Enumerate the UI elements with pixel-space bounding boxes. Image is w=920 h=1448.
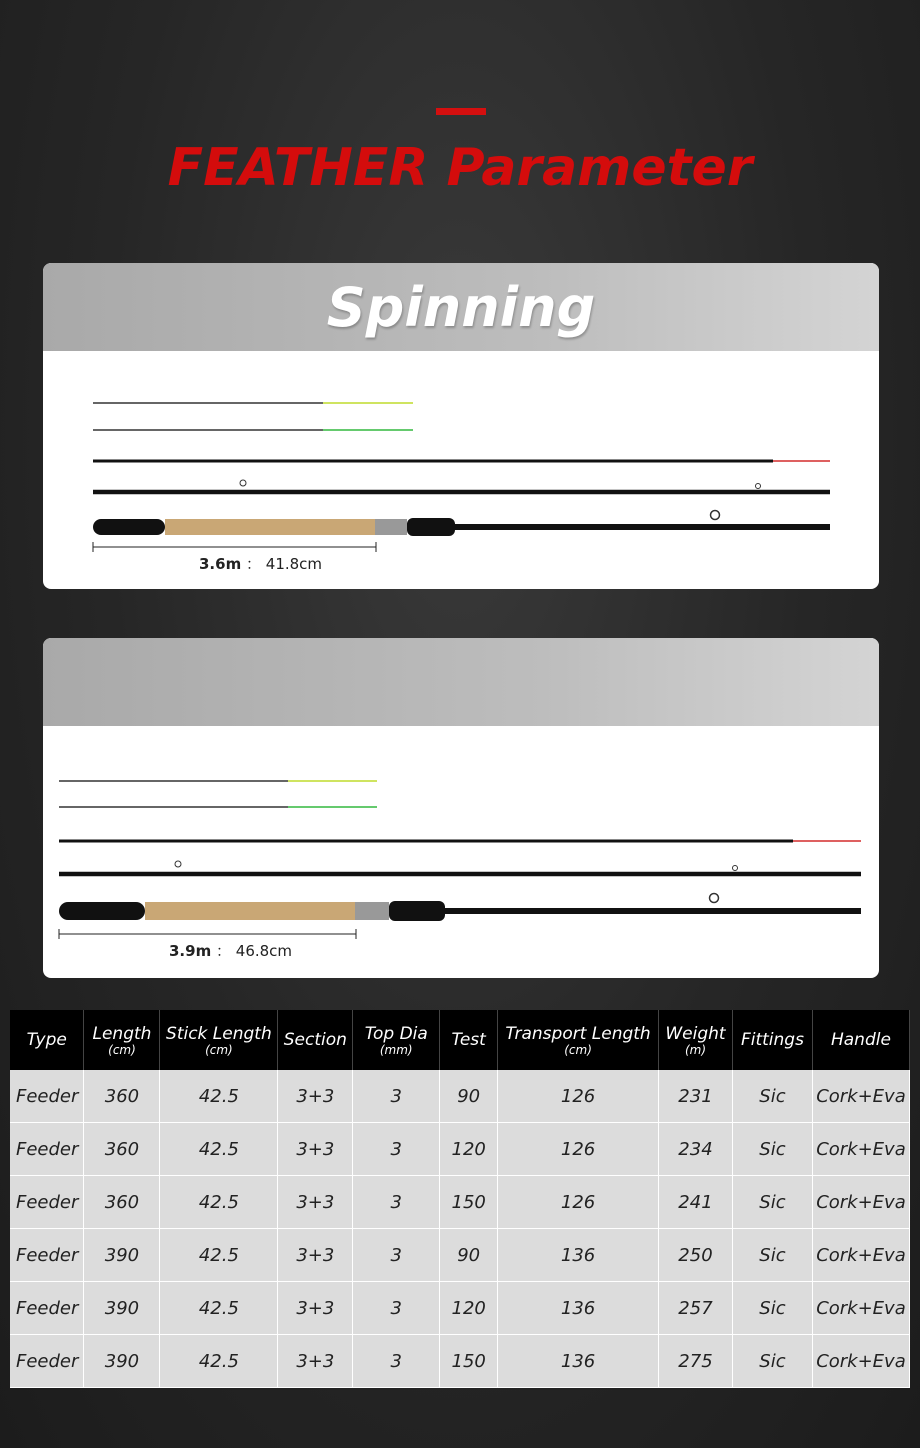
column-header-label: Length xyxy=(92,1023,152,1044)
table-cell: 136 xyxy=(498,1282,659,1335)
table-cell: 3 xyxy=(353,1282,440,1335)
column-header xyxy=(10,1010,84,1070)
table-cell: 360 xyxy=(84,1123,160,1176)
table-cell: 3+3 xyxy=(278,1176,353,1229)
table-cell: Feeder xyxy=(10,1282,84,1335)
column-header xyxy=(440,1010,498,1070)
table-cell: 120 xyxy=(440,1123,498,1176)
table-cell: 234 xyxy=(659,1123,733,1176)
table-cell: 3 xyxy=(353,1335,440,1388)
table-cell: 360 xyxy=(84,1070,160,1123)
table-cell: 241 xyxy=(659,1176,733,1229)
page-title: FEATHER Parameter xyxy=(167,138,753,198)
table-cell: Sic xyxy=(732,1070,812,1123)
table-cell: 136 xyxy=(498,1229,659,1282)
table-cell: 390 xyxy=(84,1335,160,1388)
table-cell: 3+3 xyxy=(278,1070,353,1123)
rod-illustration xyxy=(43,351,879,589)
table-cell: 120 xyxy=(440,1282,498,1335)
table-cell: 42.5 xyxy=(160,1176,278,1229)
table-cell: 3 xyxy=(353,1229,440,1282)
column-header xyxy=(732,1010,812,1070)
table-cell: Cork+Eva xyxy=(812,1229,909,1282)
table-cell: 42.5 xyxy=(160,1123,278,1176)
column-header-label: Test xyxy=(451,1030,486,1050)
measure-size: 41.8cm xyxy=(265,555,323,573)
table-row xyxy=(10,1229,910,1282)
measure-length: 3.9m xyxy=(169,942,212,960)
table-cell: 42.5 xyxy=(160,1229,278,1282)
column-header-label: Stick Length xyxy=(166,1023,272,1044)
table-cell: Sic xyxy=(732,1229,812,1282)
table-cell: 250 xyxy=(659,1229,733,1282)
column-header xyxy=(160,1010,278,1070)
rod-card-2 xyxy=(43,638,879,978)
table-header-row xyxy=(10,1010,910,1070)
column-header xyxy=(812,1010,909,1070)
table-cell: 90 xyxy=(440,1070,498,1123)
table-cell: Sic xyxy=(732,1176,812,1229)
table-cell: Feeder xyxy=(10,1070,84,1123)
table-cell: 3+3 xyxy=(278,1123,353,1176)
table-cell: Sic xyxy=(732,1123,812,1176)
rod-card-spinning xyxy=(43,263,879,589)
table-cell: 136 xyxy=(498,1335,659,1388)
table-cell: Cork+Eva xyxy=(812,1282,909,1335)
table-cell: 42.5 xyxy=(160,1335,278,1388)
table-cell: 150 xyxy=(440,1176,498,1229)
table-body xyxy=(10,1070,910,1388)
rod-illustration xyxy=(43,726,879,978)
column-header xyxy=(659,1010,733,1070)
table-cell: 231 xyxy=(659,1070,733,1123)
table-row xyxy=(10,1176,910,1229)
table-cell: Cork+Eva xyxy=(812,1070,909,1123)
table-cell: Feeder xyxy=(10,1229,84,1282)
table-cell: 275 xyxy=(659,1335,733,1388)
table-row xyxy=(10,1070,910,1123)
table-cell: Cork+Eva xyxy=(812,1176,909,1229)
table-cell: 360 xyxy=(84,1176,160,1229)
column-header-label: Top Dia xyxy=(364,1023,428,1044)
column-header-unit: (mm) xyxy=(379,1042,413,1057)
table-row xyxy=(10,1282,910,1335)
column-header-label: Fittings xyxy=(740,1030,804,1050)
table-cell: Feeder xyxy=(10,1176,84,1229)
table-cell: 90 xyxy=(440,1229,498,1282)
table-cell: 3+3 xyxy=(278,1229,353,1282)
column-header-unit: (cm) xyxy=(205,1042,233,1057)
table-cell: 3+3 xyxy=(278,1335,353,1388)
column-header-unit: (cm) xyxy=(564,1042,592,1057)
card-header xyxy=(43,263,879,351)
column-header xyxy=(498,1010,659,1070)
table-cell: 3 xyxy=(353,1176,440,1229)
column-header-label: Type xyxy=(26,1030,67,1050)
table-cell: 42.5 xyxy=(160,1282,278,1335)
accent-bar xyxy=(436,108,486,115)
card-title: Spinning xyxy=(326,275,596,339)
table-cell: Cork+Eva xyxy=(812,1335,909,1388)
measure-length: 3.6m xyxy=(199,555,242,573)
measure-size: 46.8cm xyxy=(235,942,293,960)
table-cell: 42.5 xyxy=(160,1070,278,1123)
column-header xyxy=(84,1010,160,1070)
table-cell: 257 xyxy=(659,1282,733,1335)
table-cell: 126 xyxy=(498,1123,659,1176)
table-cell: 150 xyxy=(440,1335,498,1388)
table-cell: 390 xyxy=(84,1282,160,1335)
column-header-unit: (cm) xyxy=(108,1042,136,1057)
column-header-unit: (m) xyxy=(684,1042,707,1057)
column-header xyxy=(278,1010,353,1070)
column-header-label: Section xyxy=(283,1030,347,1050)
table-cell: 3+3 xyxy=(278,1282,353,1335)
table-cell: 3 xyxy=(353,1070,440,1123)
measure-separator: ： xyxy=(245,555,261,573)
table-row xyxy=(10,1123,910,1176)
measure-separator: ： xyxy=(215,942,231,960)
table-cell: Cork+Eva xyxy=(812,1123,909,1176)
table-cell: 390 xyxy=(84,1229,160,1282)
spec-table xyxy=(10,1010,910,1388)
table-cell: Feeder xyxy=(10,1123,84,1176)
table-cell: Feeder xyxy=(10,1335,84,1388)
table-cell: 126 xyxy=(498,1070,659,1123)
table-row xyxy=(10,1335,910,1388)
column-header-label: Weight xyxy=(665,1023,726,1044)
column-header xyxy=(353,1010,440,1070)
table-cell: 3 xyxy=(353,1123,440,1176)
table-cell: Sic xyxy=(732,1282,812,1335)
column-header-label: Handle xyxy=(830,1030,891,1050)
table-cell: Sic xyxy=(732,1335,812,1388)
measure-label xyxy=(199,553,322,574)
rod-sections-image xyxy=(43,351,879,589)
card-header xyxy=(43,638,879,726)
table-cell: 126 xyxy=(498,1176,659,1229)
column-header-label: Transport Length xyxy=(505,1023,651,1044)
measure-label xyxy=(169,940,292,961)
